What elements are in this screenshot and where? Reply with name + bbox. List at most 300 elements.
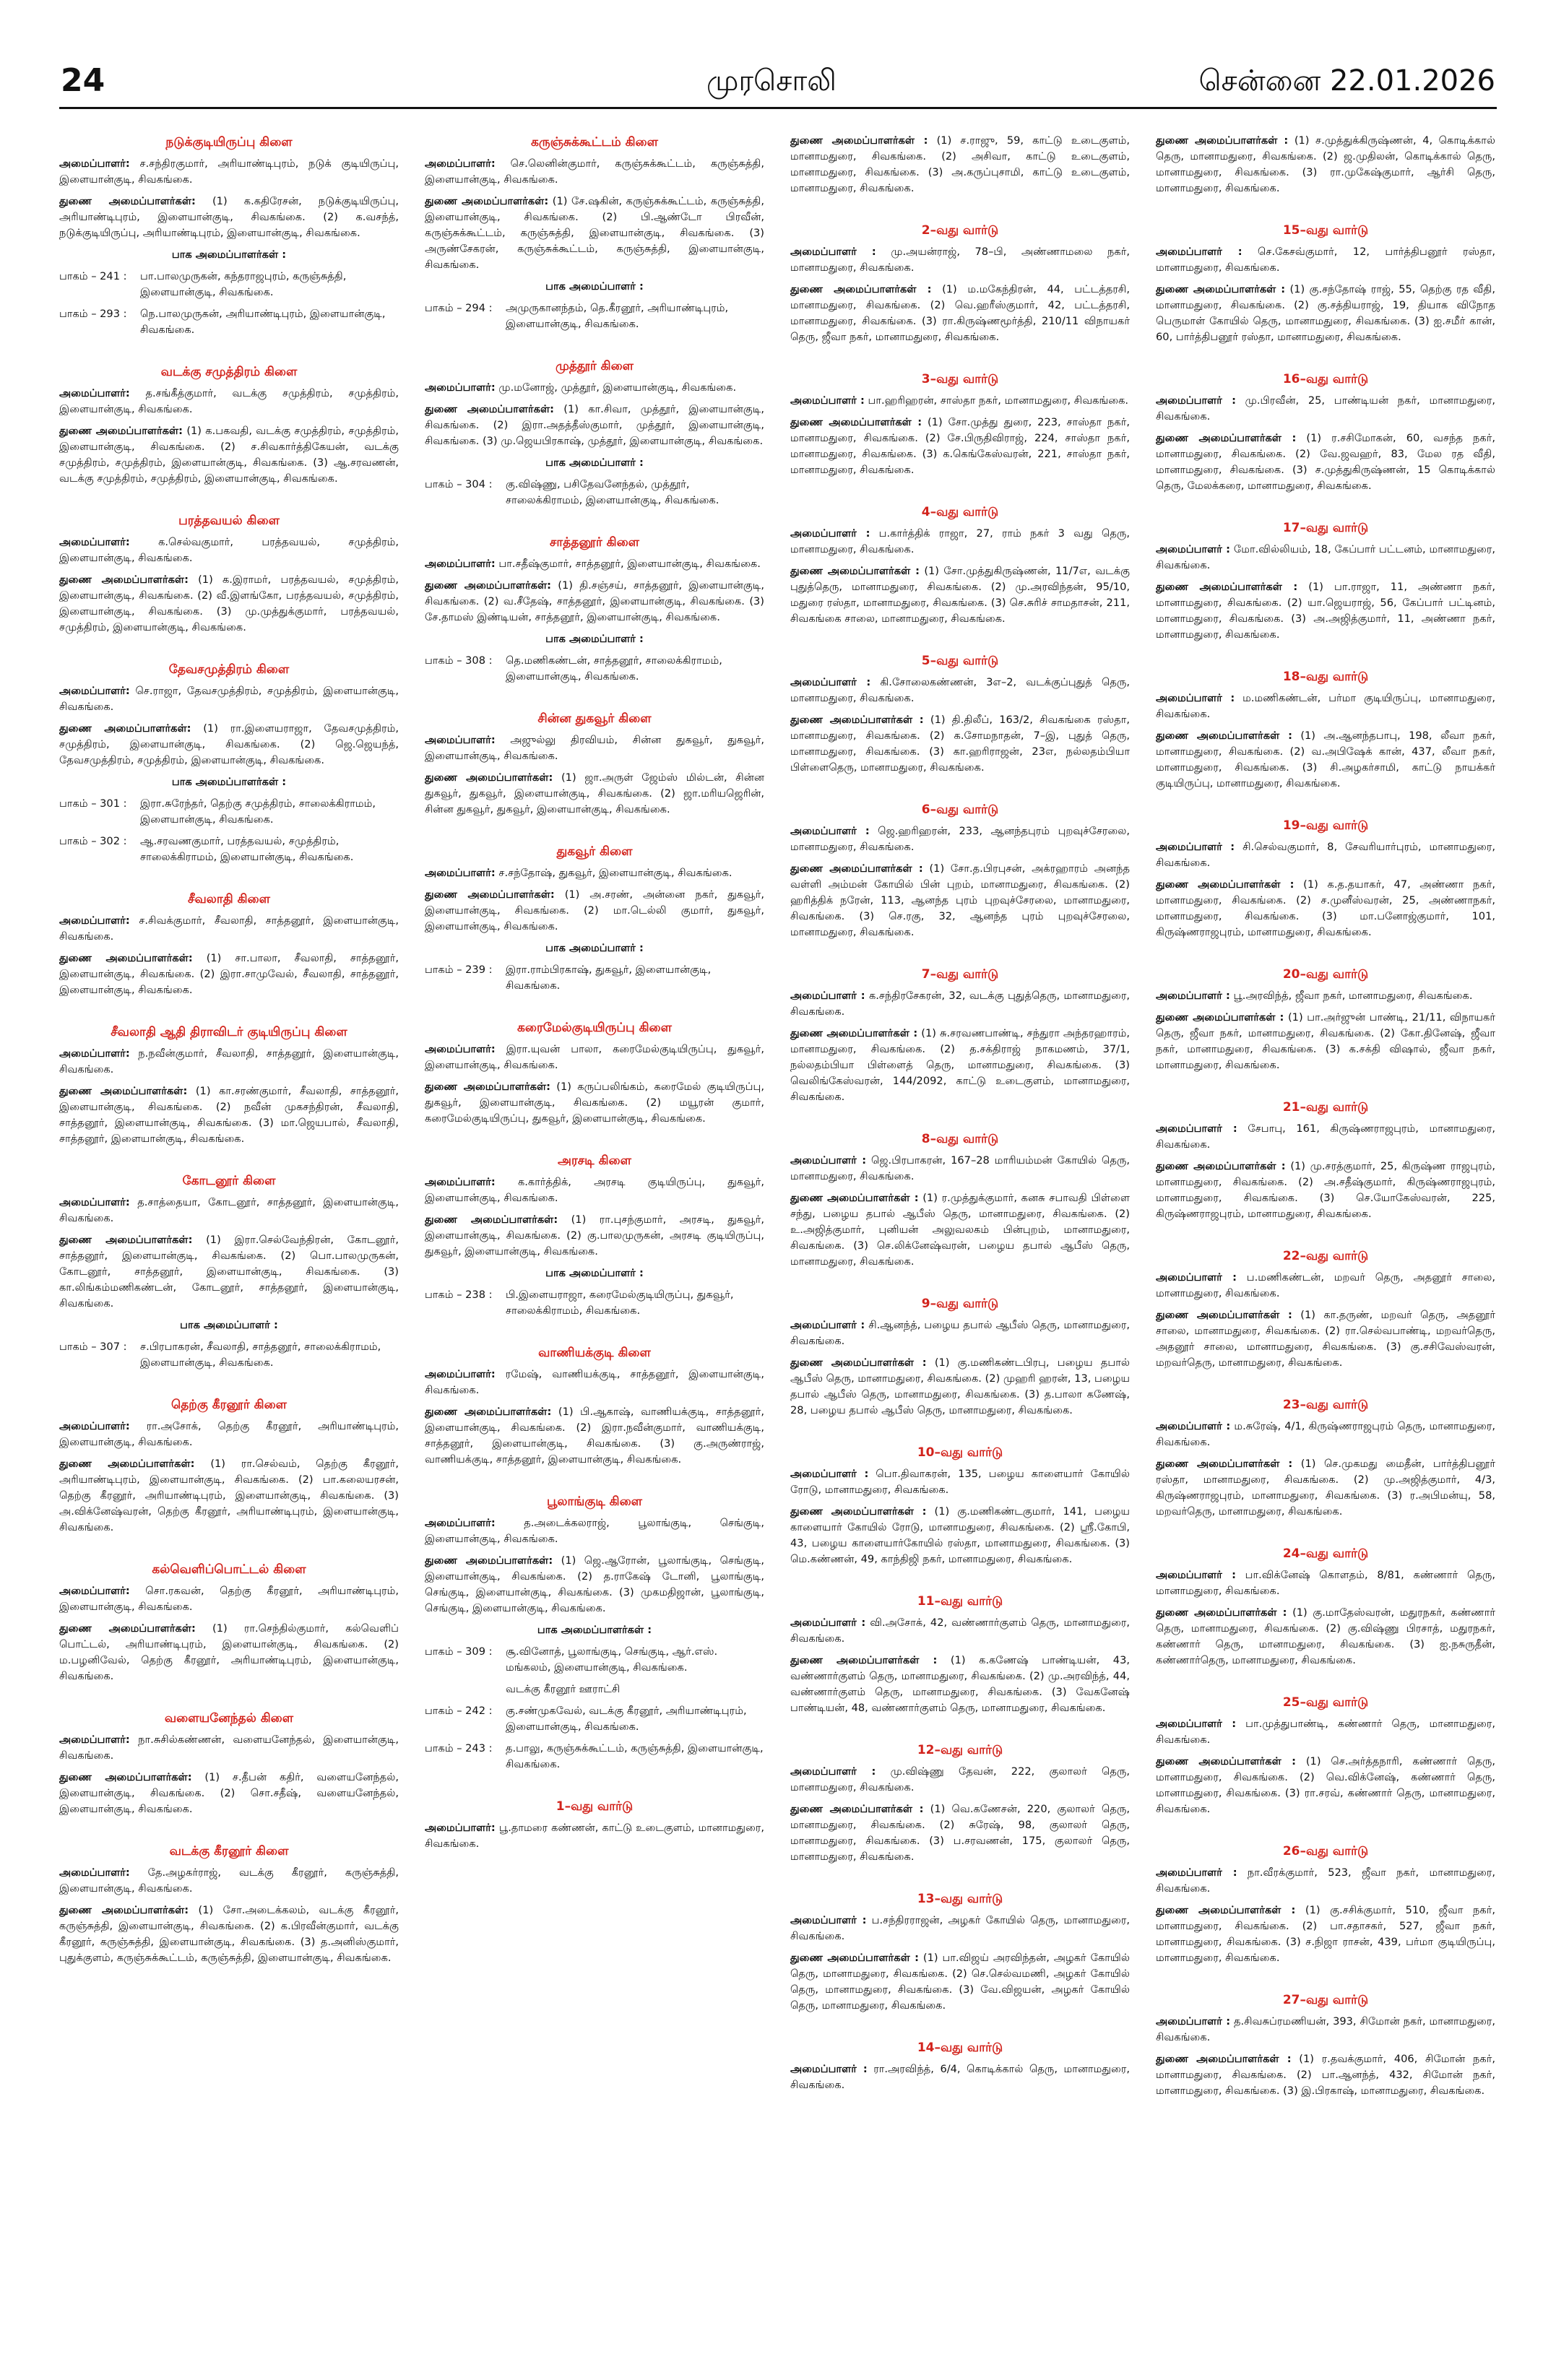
unit-section bbox=[59, 363, 399, 487]
role-names: (1) பா.ராஜா, 11, அண்ணா நகர், மானாமதுரை, சிவகங்கை. (2) யா.ஜெயராஜ், 56, கேப்பார் பட்டினம், மானாமதுரை, சிவகங்கை. (3) அ.அஜித்குமார், 11, அண்ணா நகர், மானாமதுரை, சிவகங்கை. bbox=[1156, 581, 1495, 641]
booth-row bbox=[425, 653, 764, 685]
role-label: துணை அமைப்பாளர்கள் : bbox=[790, 134, 928, 147]
section-heading: அரசடி கிளை bbox=[558, 1154, 631, 1168]
unit-section bbox=[425, 1492, 764, 1773]
booth-heading: பாக அமைப்பாளர்கள் : bbox=[537, 1624, 652, 1636]
role-label: துணை அமைப்பாளர்கள் : bbox=[790, 1803, 924, 1815]
role-names: (1) ச.முத்துக்கிருஷ்ணன், 4, கொடிக்கால் தெரு, மானாமதுரை, சிவகங்கை. (2) ஜ.முதிலன், கொடிக்கால் தெரு, மானாமதுரை, சிவகங்கை. (3) ரா.முகேஷ்குமார், ஆர்சி தெரு, மானாமதுரை, சிவகங்கை. bbox=[1156, 134, 1495, 194]
booth-person: கு.சண்முகவேல், வடக்கு கீரனூர், அரியாண்டிபுரம், இளையான்குடி, சிவகங்கை. bbox=[506, 1705, 747, 1733]
unit-section bbox=[425, 357, 764, 509]
role-label: அமைப்பாளர்: bbox=[59, 157, 130, 170]
role-entry bbox=[1156, 1456, 1495, 1520]
booth-person: இரா.சுரேந்தர், தெற்கு சமுத்திரம், சாலைக்கிராமம், இளையான்குடி, சிவகங்கை. bbox=[140, 797, 376, 826]
role-names: (1) க.கணேஷ் பாண்டியன், 43, வண்ணார்குளம் தெரு, மானாமதுரை, சிவகங்கை. (2) மு.அரவிந்த், 44, வண்ணார்குளம் தெரு, மானாமதுரை, சிவகங்கை. (3) வேகனேஷ் பாண்டியன், 48, வண்ணார்குளம் தெரு, மானாமதுரை, சிவகங்கை. bbox=[790, 1654, 1130, 1714]
role-names: (1) அ.சரண், அன்னை நகர், துகவூர், இளையான்குடி, சிவகங்கை. (2) மா.டெல்லி குமார், துகவூர், இளையான்குடி, சிவகங்கை. bbox=[425, 888, 764, 932]
role-label: துணை அமைப்பாளர்கள்: bbox=[425, 1554, 553, 1567]
section-heading: வாணியக்குடி கிளை bbox=[538, 1346, 651, 1360]
role-entry bbox=[425, 1079, 764, 1127]
role-names: (1) பா.விஜய் அரவிந்தன், அழகர் கோயில் தெரு, மானாமதுரை, சிவகங்கை. (2) செ.செல்வமணி, அழகர் கோயில் தெரு, மானாமதுரை, சிவகங்கை. (3) வே.விஜயன், அழகர் கோயில் தெரு, மானாமதுரை, சிவகங்கை. bbox=[790, 1952, 1130, 2012]
role-label: அமைப்பாளர் : bbox=[790, 1765, 876, 1778]
booth-heading: பாக அமைப்பாளர் : bbox=[545, 1267, 644, 1279]
section-heading: 20–வது வார்டு bbox=[1282, 967, 1369, 982]
role-names: கி.சோலைகண்ணன், 3எ–2, வடக்குப்புதுத் தெரு, மானாமதுரை, சிவகங்கை. bbox=[790, 676, 1130, 704]
role-names: (1) கா.சரண்குமார், சீவலாதி, சாத்தனூர், இளையான்குடி, சிவகங்கை. (2) நவீன் முகசந்திரன், சீவலாதி, சாத்தனூர், இளையான்குடி, சிவகங்கை. (3) மா.ஜெயபால், சீவலாதி, சாத்தனூர், இளையான்குடி, சிவகங்கை. bbox=[59, 1085, 399, 1145]
role-entry bbox=[425, 578, 764, 626]
booth-person: அமுருகானந்தம், தெ.கீரனூர், அரியாண்டிபுரம், இளையான்குடி, சிவகங்கை. bbox=[506, 302, 729, 330]
role-entry bbox=[1156, 1716, 1495, 1748]
section-heading: வடக்கு கீரனூர் கிளை bbox=[169, 1844, 289, 1858]
role-label: துணை அமைப்பாளர்கள்: bbox=[59, 425, 183, 437]
booth-row bbox=[59, 834, 399, 865]
unit-section bbox=[790, 221, 1130, 345]
role-entry bbox=[59, 572, 399, 636]
booth-number: பாகம் – 308 : bbox=[425, 654, 493, 667]
role-names: சேபாபு, 161, கிருஷ்ணராஜபுரம், மானாமதுரை, சிவகங்கை. bbox=[1156, 1122, 1495, 1151]
role-label: துணை அமைப்பாளர்கள் : bbox=[790, 1654, 938, 1666]
role-label: அமைப்பாளர்: bbox=[59, 914, 130, 927]
role-label: அமைப்பாளர்: bbox=[425, 1043, 496, 1055]
section-heading: கோடனூர் கிளை bbox=[182, 1174, 276, 1188]
role-label: அமைப்பாளர் : bbox=[1156, 2015, 1231, 2028]
unit-section bbox=[790, 2038, 1130, 2093]
role-names: சி.செல்வகுமார், 8, சேவரியார்புரம், மானாமதுரை, சிவகங்கை. bbox=[1156, 841, 1495, 869]
role-names: பூ.அரவிந்த், ஜீவா நகர், மானாமதுரை, சிவகங்கை. bbox=[1233, 990, 1473, 1002]
role-entry bbox=[790, 1504, 1130, 1567]
role-entry bbox=[790, 526, 1130, 558]
role-entry bbox=[1156, 430, 1495, 494]
unit-section bbox=[790, 1443, 1130, 1567]
unit-section bbox=[425, 842, 764, 994]
role-label: அமைப்பாளர் : bbox=[1156, 692, 1235, 704]
role-entry bbox=[1156, 1270, 1495, 1302]
section-heading: 2–வது வார்டு bbox=[921, 223, 999, 238]
unit-section bbox=[425, 1343, 764, 1468]
unit-section bbox=[1156, 816, 1495, 940]
unit-section bbox=[1156, 370, 1495, 494]
section-heading: நடுக்குடியிருப்பு கிளை bbox=[165, 135, 293, 150]
role-entry bbox=[59, 683, 399, 715]
role-label: துணை அமைப்பாளர்கள்: bbox=[425, 1081, 551, 1093]
section-heading: 13–வது வார்டு bbox=[917, 1892, 1003, 1906]
role-entry bbox=[59, 156, 399, 188]
section-heading: பூலாங்குடி கிளை bbox=[546, 1494, 643, 1509]
role-label: அமைப்பாளர் : bbox=[790, 1914, 867, 1926]
section-heading: 18–வது வார்டு bbox=[1282, 670, 1369, 684]
role-label: அமைப்பாளர் : bbox=[790, 1319, 865, 1331]
role-entry bbox=[1156, 542, 1495, 574]
role-label: அமைப்பாளர் : bbox=[1156, 394, 1236, 407]
unit-section bbox=[425, 1151, 764, 1319]
role-label: துணை அமைப்பாளர்கள் : bbox=[1156, 878, 1295, 891]
section-heading: வளையனேந்தல் கிளை bbox=[164, 1711, 294, 1726]
role-entry bbox=[790, 1801, 1130, 1865]
role-label: துணை அமைப்பாளர்கள்: bbox=[59, 1622, 196, 1635]
unit-section bbox=[1156, 1991, 1495, 2099]
role-label: துணை அமைப்பாளர்கள்: bbox=[425, 1213, 558, 1226]
booth-number: பாகம் – 302 : bbox=[59, 835, 127, 847]
role-names: (1) மு.சரத்குமார், 25, கிருஷ்ண ராஜபுரம், மானாமதுரை, சிவகங்கை. (2) அ.சதீஷ்குமார், கிருஷ்ணராஜபுரம், மானாமதுரை, சிவகங்கை. (3) செ.யோகேஸ்வரன், 225, கிருஷ்ணராஜபுரம், மானாமதுரை, சிவகங்கை. bbox=[1156, 1160, 1495, 1220]
role-entry bbox=[425, 1212, 764, 1260]
role-entry bbox=[790, 988, 1130, 1020]
role-label: அமைப்பாளர்: bbox=[425, 1368, 496, 1380]
section-heading: 9–வது வார்டு bbox=[921, 1297, 999, 1311]
role-names: ச.சந்திரகுமார், அரியாண்டிபுரம், நடுக் குடியிருப்பு, இளையான்குடி, சிவகங்கை. bbox=[59, 157, 399, 186]
role-names: இரா.யுவன் பாலா, கரைமேல்குடியிருப்பு, துகவூர், இளையான்குடி, சிவகங்கை. bbox=[425, 1043, 764, 1071]
role-entry bbox=[425, 1515, 764, 1547]
booth-person: பி.இளையராஜா, கரைமேல்குடியிருப்பு, துகவூர், சாலைக்கிராமம், சிவகங்கை. bbox=[506, 1289, 734, 1317]
role-label: அமைப்பாளர் : bbox=[1156, 1866, 1237, 1879]
section-heading: தெற்கு கீரனூர் கிளை bbox=[170, 1398, 288, 1412]
unit-section bbox=[425, 709, 764, 818]
role-label: துணை அமைப்பாளர்கள் : bbox=[1156, 1755, 1296, 1767]
role-names: (1) செ.முகமது மைதீன், பார்த்திபனூர் ரஸ்தா, மானாமதுரை, சிவகங்கை. (2) மு.அஜித்குமார், 4/3, கிருஷ்ணராஜபுரம், மானாமதுரை, சிவகங்கை. (3) ர.அபிமன்யு, 58, மறவர்தெரு, மானாமதுரை, சிவகங்கை. bbox=[1156, 1458, 1495, 1518]
unit-section bbox=[425, 533, 764, 685]
booth-person: ச.பிரபாகரன், சீவலாதி, சாத்தனூர், சாலைக்கிராமம், இளையான்குடி, சிவகங்கை. bbox=[140, 1341, 381, 1369]
role-label: அமைப்பாளர்: bbox=[425, 1517, 496, 1529]
unit-section bbox=[59, 660, 399, 865]
role-entry bbox=[790, 1153, 1130, 1185]
unit-section bbox=[1156, 667, 1495, 792]
role-names: சொ.ரகவன், தெற்கு கீரனூர், அரியாண்டிபுரம், இளையான்குடி, சிவகங்கை. bbox=[59, 1585, 399, 1613]
role-label: துணை அமைப்பாளர்கள் : bbox=[1156, 1309, 1292, 1321]
role-entry bbox=[790, 1950, 1130, 2014]
text-column bbox=[425, 133, 764, 2358]
unit-section bbox=[1156, 221, 1495, 345]
role-names: (1) ச.ராஜு, 59, காட்டு உடைகுளம், மானாமதுரை, சிவகங்கை. (2) அசிவா, காட்டு உடைகுளம், மானாமதுரை, சிவகங்கை. (3) அ.கருப்புசாமி, காட்டு உடைகுளம், மானாமதுரை, சிவகங்கை. bbox=[790, 134, 1130, 194]
unit-section bbox=[790, 503, 1130, 627]
role-label: துணை அமைப்பாளர்கள் : bbox=[1156, 730, 1292, 742]
booth-row bbox=[59, 1339, 399, 1371]
role-entry bbox=[425, 1553, 764, 1617]
role-label: துணை அமைப்பாளர்கள்: bbox=[59, 195, 196, 207]
role-names: த.சிவசுப்ரமணியன், 393, சிமோன் நகர், மானாமதுரை, சிவகங்கை. bbox=[1156, 2015, 1495, 2043]
booth-row bbox=[425, 1287, 764, 1319]
role-entry bbox=[1156, 1754, 1495, 1817]
role-names: அஜுல்லு திரவியம், சின்ன துகவூர், துகவூர், இளையான்குடி, சிவகங்கை. bbox=[425, 734, 764, 762]
section-heading: 17–வது வார்டு bbox=[1282, 521, 1369, 535]
role-entry bbox=[425, 194, 764, 273]
booth-heading: பாக அமைப்பாளர்கள் : bbox=[171, 776, 287, 788]
role-names: மு.விஷ்ணு தேவன், 222, குலாலர் தெரு, மானாமதுரை, சிவகங்கை. bbox=[790, 1765, 1130, 1793]
section-heading: 23–வது வார்டு bbox=[1282, 1398, 1369, 1412]
role-entry bbox=[1156, 393, 1495, 425]
role-label: துணை அமைப்பாளர்கள் : bbox=[790, 1952, 919, 1964]
role-label: துணை அமைப்பாளர்கள்: bbox=[425, 403, 554, 415]
role-label: துணை அமைப்பாளர்கள்: bbox=[59, 1458, 195, 1470]
unit-section bbox=[790, 800, 1130, 940]
role-names: (1) கு.சசிக்குமார், 510, ஜீவா நகர், மானாமதுரை, சிவகங்கை. (2) பா.சதாசகர், 527, ஜீவா நகர், மானாமதுரை, சிவகங்கை. (3) ச.நிஜா ராசன், 439, பர்மா குடியிருப்பு, மானாமதுரை, சிவகங்கை. bbox=[1156, 1904, 1495, 1964]
section-heading: 22–வது வார்டு bbox=[1282, 1249, 1369, 1263]
role-entry bbox=[59, 1865, 399, 1897]
role-label: துணை அமைப்பாளர்கள்: bbox=[425, 888, 555, 901]
section-heading: 11–வது வார்டு bbox=[917, 1594, 1003, 1609]
unit-section bbox=[790, 1592, 1130, 1716]
role-label: துணை அமைப்பாளர்கள் : bbox=[790, 565, 920, 577]
role-label: துணை அமைப்பாளர்கள் : bbox=[790, 1356, 927, 1369]
role-label: அமைப்பாளர் : bbox=[1156, 990, 1230, 1002]
role-entry bbox=[59, 721, 399, 769]
role-names: சி.ஆனந்த், பழைய தபால் ஆபீஸ் தெரு, மானாமதுரை, சிவகங்கை. bbox=[790, 1319, 1130, 1347]
role-label: அமைப்பாளர் : bbox=[1156, 1420, 1231, 1432]
booth-person: சூ.வினோத், பூலாங்குடி, செங்குடி, ஆர்.எஸ். மங்கலம், இளையான்குடி, சிவகங்கை. bbox=[506, 1645, 718, 1674]
role-names: நா.வீரக்குமார், 523, ஜீவா நகர், மானாமதுரை, சிவகங்கை. bbox=[1156, 1866, 1495, 1895]
role-names: மு.அயன்ராஜ், 78–பி, அண்ணாமலை நகர், மானாமதுரை, சிவகங்கை. bbox=[790, 246, 1130, 274]
article-columns bbox=[59, 133, 1497, 2358]
unit-section bbox=[1156, 1544, 1495, 1669]
role-entry bbox=[790, 1764, 1130, 1796]
role-names: ச.சந்தோஷ், துகவூர், இளையான்குடி, சிவகங்கை. bbox=[498, 867, 732, 879]
unit-section bbox=[790, 1130, 1130, 1270]
role-names: (1) செ.அர்த்தநாரி, கண்ணார் தெரு, மானாமதுரை, சிவகங்கை. (2) வெ.விக்னேஷ், கண்ணார் தெரு, மானாமதுரை, சிவகங்கை. (3) ரா.சரவ், கண்ணார் தெரு, மானாமதுரை, சிவகங்கை. bbox=[1156, 1755, 1495, 1815]
role-names: நா.சுசில்கண்ணன், வளையனேந்தல், இளையான்குடி, சிவகங்கை. bbox=[59, 1734, 399, 1762]
role-entry bbox=[790, 415, 1130, 478]
role-entry bbox=[1156, 1903, 1495, 1966]
role-entry bbox=[790, 1317, 1130, 1349]
role-names: (1) க.கதிரேசன், நடுக்குடியிருப்பு, அரியாண்டிபுரம், இளையான்குடி, சிவகங்கை. (2) க.வசந்த், நடுக்குடியிருப்பு, அரியாண்டிபுரம், இளையான்குடி, சிவகங்கை. bbox=[59, 195, 399, 239]
booth-person: பா.பாலமுருகன், கந்தராஜபுரம், கருஞ்சுத்தி, இளையான்குடி, சிவகங்கை. bbox=[140, 270, 347, 298]
role-names: (1) கா.சிவா, முத்தூர், இளையான்குடி, சிவகங்கை. (2) இரா.அதத்தீஸ்குமார், முத்தூர், இளையான்குடி, சிவகங்கை. (3) மு.ஜெயபிரகாஷ், முத்தூர், இளையான்குடி, சிவகங்கை. bbox=[425, 403, 764, 447]
section-heading: 27–வது வார்டு bbox=[1282, 1993, 1369, 2007]
booth-number: பாகம் – 239 : bbox=[425, 964, 493, 976]
unit-section bbox=[1156, 965, 1495, 1073]
role-names: செ.ராஜா, தேவசமுத்திரம், சமுத்திரம், இளையான்குடி, சிவகங்கை. bbox=[59, 685, 399, 713]
unit-section bbox=[1156, 1842, 1495, 1966]
unit-section bbox=[1156, 1395, 1495, 1520]
role-label: துணை அமைப்பாளர்கள் : bbox=[1156, 1011, 1284, 1024]
role-entry bbox=[790, 244, 1130, 276]
section-heading: பரத்தவயல் கிளை bbox=[178, 514, 280, 528]
role-names: செ.கேசவ்குமார், 12, பார்த்திபனூர் ரஸ்தா, மானாமதுரை, சிவகங்கை. bbox=[1156, 246, 1495, 274]
role-names: பா.சதீஷ்குமார், சாத்தனூர், இளையான்குடி, சிவகங்கை. bbox=[498, 558, 761, 570]
role-names: (1) ர.சசிமோகன், 60, வசந்த நகர், மானாமதுரை, சிவகங்கை. (2) வே.ஜவஹர், 83, மேல ரத வீதி, மானாமதுரை, சிவகங்கை. (3) ச.முத்துகிருஷ்ணன், 15 கொடிக்கால் தெரு, மேலக்கரை, மானாமதுரை, சிவகங்கை. bbox=[1156, 432, 1495, 492]
role-entry bbox=[790, 393, 1130, 409]
section-heading: 24–வது வார்டு bbox=[1282, 1546, 1369, 1561]
section-heading: சீவலாதி கிளை bbox=[188, 892, 270, 906]
unit-section bbox=[59, 1023, 399, 1147]
role-entry bbox=[1156, 1121, 1495, 1153]
booth-heading: பாக அமைப்பாளர் : bbox=[180, 1319, 278, 1331]
section-heading: 26–வது வார்டு bbox=[1282, 1844, 1369, 1858]
role-names: (1) சோ.அடைக்கலம், வடக்கு கீரனூர், கருஞ்சுத்தி, இளையான்குடி, சிவகங்கை. (2) க.பிரவீன்குமார், வடக்கு கீரனூர், கருஞ்சுத்தி, இளையான்குடி, சிவகங்கை. (3) த.அனிஸ்குமார், புதுக்குளம், கருஞ்சுக்கூட்டம், கருஞ்சுத்தி, இளையான்குடி, சிவகங்கை. bbox=[59, 1904, 399, 1964]
role-label: துணை அமைப்பாளர்கள்: bbox=[425, 579, 551, 592]
booth-row bbox=[425, 1682, 764, 1697]
booth-number: பாகம் – 304 : bbox=[425, 478, 493, 490]
booth-number: பாகம் – 309 : bbox=[425, 1645, 493, 1658]
role-names: (1) க.இராமர், பரத்தவயல், சமுத்திரம், இளையான்குடி, சிவகங்கை. (2) வீ.இளங்கோ, பரத்தவயல், சமுத்திரம், இளையான்குடி, சிவகங்கை. (3) மு.முத்துக்குமார், பரத்தவயல், சமுத்திரம், இளையான்குடி, சிவகங்கை. bbox=[59, 574, 399, 633]
booth-heading: பாக அமைப்பாளர் : bbox=[545, 456, 644, 469]
role-names: (1) ரா.செந்தில்குமார், கல்வெளிப் பொட்டல், அரியாண்டிபுரம், இளையான்குடி, சிவகங்கை. (2) ம.பழனிவேல், தெற்கு கீரனூர், அரியாண்டிபுரம், இளையான்குடி, சிவகங்கை. bbox=[59, 1622, 399, 1682]
role-entry bbox=[425, 402, 764, 449]
role-names: பா.முத்துபாண்டி, கண்ணார் தெரு, மானாமதுரை, சிவகங்கை. bbox=[1156, 1718, 1495, 1746]
masthead bbox=[0, 0, 1543, 108]
role-label: துணை அமைப்பாளர்கள்: bbox=[425, 195, 549, 207]
unit-section bbox=[1156, 133, 1495, 196]
role-label: துணை அமைப்பாளர்கள் : bbox=[790, 1505, 927, 1518]
booth-row bbox=[425, 477, 764, 509]
role-names: வி.அசோக், 42, வண்ணார்குளம் தெரு, மானாமதுரை, சிவகங்கை. bbox=[790, 1617, 1130, 1645]
section-heading: துகவூர் கிளை bbox=[556, 844, 633, 859]
role-names: மோ.வில்லியம், 18, கேப்பார் பட்டனம், மானாமதுரை, சிவகங்கை. bbox=[1156, 543, 1495, 571]
role-names: பா.விக்னேஷ் கொளதம், 8/81, கண்ணார் தெரு, மானாமதுரை, சிவகங்கை. bbox=[1156, 1569, 1495, 1597]
role-names: ரா.அரவிந்த், 6/4, கொடிக்கால் தெரு, மானாமதுரை, சிவகங்கை. bbox=[790, 2063, 1130, 2091]
section-heading: 10–வது வார்டு bbox=[917, 1445, 1003, 1460]
role-label: அமைப்பாளர் : bbox=[790, 246, 876, 258]
unit-section bbox=[790, 1294, 1130, 1419]
section-heading: சீவலாதி ஆதி திராவிடர் குடியிருப்பு கிளை bbox=[111, 1025, 347, 1039]
role-label: அமைப்பாளர் : bbox=[1156, 841, 1235, 853]
booth-person: தெ.மணிகண்டன், சாத்தனூர், சாலைக்கிராமம், இளையான்குடி, சிவகங்கை. bbox=[506, 654, 722, 683]
booth-person: நெ.பாலமுருகன், அரியாண்டிபுரம், இளையான்குடி, சிவகங்கை. bbox=[140, 308, 386, 336]
role-names: ந.நவீன்குமார், சீவலாதி, சாத்தனூர், இளையான்குடி, சிவகங்கை. bbox=[59, 1047, 399, 1076]
role-entry bbox=[1156, 1159, 1495, 1222]
role-label: அமைப்பாளர்: bbox=[59, 387, 130, 399]
section-heading: கல்வெளிப்பொட்டல் கிளை bbox=[152, 1562, 306, 1577]
role-entry bbox=[1156, 1567, 1495, 1599]
role-names: பூ.தாமரை கண்ணன், காட்டு உடைகுளம், மானாமதுரை, சிவகங்கை. bbox=[425, 1822, 764, 1850]
page-number: 24 bbox=[61, 62, 105, 99]
role-entry bbox=[1156, 1307, 1495, 1371]
role-names: (1) ஜா.அருள் ஜேம்ஸ் மில்டன், சின்ன துகவூர், துகவூர், இளையான்குடி, சிவகங்கை. (2) ஜா.மரியஜெரின், சின்ன துகவூர், துகவூர், இளையான்குடி, சிவகங்கை. bbox=[425, 771, 764, 815]
booth-person: த.பாலு, கருஞ்சுக்கூட்டம், கருஞ்சுத்தி, இளையான்குடி, சிவகங்கை. bbox=[506, 1742, 764, 1770]
role-entry bbox=[1156, 728, 1495, 792]
booth-person: கு.விஷ்ணு, பசிதேவனேந்தல், முத்தூர், சாலைக்கிராமம், இளையான்குடி, சிவகங்கை. bbox=[506, 478, 719, 506]
booth-row bbox=[425, 1644, 764, 1676]
role-entry bbox=[425, 556, 764, 572]
role-names: ஜெ.பிரபாகரன், 167–28 மாரியம்மன் கோயில் தெரு, மானாமதுரை, சிவகங்கை. bbox=[790, 1154, 1130, 1182]
role-label: அமைப்பாளர்: bbox=[425, 558, 496, 570]
role-label: அமைப்பாளர் : bbox=[1156, 246, 1242, 258]
booth-person: இரா.ராம்பிரகாஷ், துகவூர், இளையான்குடி, சிவகங்கை. bbox=[506, 964, 712, 992]
role-label: அமைப்பாளர் : bbox=[790, 2063, 868, 2075]
role-names: க.சந்திரசேகரன், 32, வடக்கு புதுத்தெரு, மானாமதுரை, சிவகங்கை. bbox=[790, 990, 1130, 1018]
role-entry bbox=[790, 1355, 1130, 1419]
role-entry bbox=[790, 282, 1130, 345]
booth-row bbox=[59, 796, 399, 828]
role-names: (1) க.த.தயாகர், 47, அண்ணா நகர், மானாமதுரை, சிவகங்கை. (2) ச.முனீஸ்வரன், 25, அண்ணாநகர், மானாமதுரை, சிவகங்கை. (3) மா.பனோஜ்குமார், 101, கிருஷ்ணராஜபுரம், மானாமதுரை, சிவகங்கை. bbox=[1156, 878, 1495, 938]
role-entry bbox=[59, 1456, 399, 1536]
role-entry bbox=[59, 386, 399, 417]
booth-heading: பாக அமைப்பாளர் : bbox=[545, 633, 644, 645]
role-names: (1) தி.சஞ்சய், சாத்தனூர், இளையான்குடி, சிவகங்கை. (2) வ.சீதேஷ், சாத்தனூர், இளையான்குடி, சிவகங்கை. (3) சே.தாமஸ் இண்டியன், சாத்தனூர், இளையான்குடி, சிவகங்கை. bbox=[425, 579, 764, 623]
role-label: துணை அமைப்பாளர்கள் : bbox=[790, 1027, 918, 1039]
role-label: அமைப்பாளர்: bbox=[59, 1866, 130, 1879]
role-entry bbox=[790, 712, 1130, 776]
role-entry bbox=[59, 194, 399, 241]
role-entry bbox=[425, 1042, 764, 1073]
role-label: துணை அமைப்பாளர்கள் : bbox=[790, 416, 922, 428]
role-entry bbox=[790, 133, 1130, 196]
role-entry bbox=[425, 1174, 764, 1206]
section-heading: சாத்தனூர் கிளை bbox=[549, 535, 640, 550]
section-heading: முத்தூர் கிளை bbox=[555, 359, 634, 373]
section-heading: 4–வது வார்டு bbox=[921, 505, 999, 519]
role-label: துணை அமைப்பாளர்கள்: bbox=[59, 1771, 192, 1783]
role-names: (1) கருப்பலிங்கம், கரைமேல் குடியிருப்பு, துகவூர், இளையான்குடி, சிவகங்கை. (2) மயூரன் குமார், கரைமேல்குடியிருப்பு, துகவூர், இளையான்குடி, சிவகங்கை. bbox=[425, 1081, 764, 1125]
role-names: (1) கு.மணிகண்டபிரபு, பழைய தபால் ஆபீஸ் தெரு, மானாமதுரை, சிவகங்கை. (2) முஹரி ஹரன், 13, பழைய தபால் ஆபீஸ் தெரு, மானாமதுரை, சிவகங்கை. (3) த.பாலா கணேஷ், 28, பழைய தபால் ஆபீஸ் தெரு, மானாமதுரை, சிவகங்கை. bbox=[790, 1356, 1130, 1416]
role-label: அமைப்பாளர்: bbox=[59, 1047, 130, 1060]
text-column bbox=[59, 133, 399, 2358]
unit-section bbox=[790, 370, 1130, 478]
role-entry bbox=[790, 675, 1130, 706]
role-label: அமைப்பாளர் : bbox=[790, 394, 865, 407]
section-heading: 6–வது வார்டு bbox=[921, 802, 999, 817]
role-label: அமைப்பாளர் : bbox=[1156, 1718, 1237, 1730]
role-label: அமைப்பாளர்: bbox=[59, 1196, 130, 1208]
role-entry bbox=[1156, 2014, 1495, 2046]
section-heading: 15–வது வார்டு bbox=[1282, 223, 1369, 238]
role-names: (1) சோ.த.பிரபுசன், அக்ரஹாரம் அனந்த வள்ளி அம்மன் கோயில் பின் புறம், மானாமதுரை, சிவகங்கை. (2) ஹரித்திக் நரேன், 113, ஆனந்த புரம் புறவுச்சேரலை, மானாமதுரை, சிவகங்கை. (3) செ.ரகு, 32, ஆனந்த புரம் புறவுச்சேரலை, மானாமதுரை, சிவகங்கை. bbox=[790, 862, 1130, 938]
role-names: (1) ம.மகேந்திரன், 44, பட்டத்தரசி, மானாமதுரை, சிவகங்கை. (2) வெ.ஹரீஸ்குமார், 42, பட்டத்தரசி, மானாமதுரை, சிவகங்கை. (3) ரா.கிருஷ்ணமூர்த்தி, 210/11 விநாயகர் தெரு, ஜீவா நகர், மானாமதுரை, சிவகங்கை. bbox=[790, 283, 1130, 343]
unit-section bbox=[59, 1842, 399, 1966]
role-entry bbox=[1156, 988, 1495, 1004]
role-names: பா.ஹரிஹரன், சாஸ்தா நகர், மானாமதுரை, சிவகங்கை. bbox=[868, 394, 1129, 407]
masthead-rule bbox=[59, 107, 1497, 109]
role-entry bbox=[790, 861, 1130, 940]
role-entry bbox=[425, 770, 764, 818]
unit-section bbox=[1156, 1693, 1495, 1817]
role-entry bbox=[790, 1913, 1130, 1944]
role-label: துணை அமைப்பாளர்கள்: bbox=[59, 1085, 188, 1097]
role-label: அமைப்பாளர் : bbox=[790, 1154, 867, 1167]
booth-heading: பாக அமைப்பாளர் : bbox=[545, 280, 644, 293]
role-label: துணை அமைப்பாளர்கள்: bbox=[59, 574, 189, 586]
role-entry bbox=[59, 1419, 399, 1450]
role-entry bbox=[59, 951, 399, 998]
booth-number: பாகம் – 293 : bbox=[59, 308, 127, 320]
role-label: துணை அமைப்பாளர்கள் : bbox=[1156, 432, 1297, 444]
role-entry bbox=[1156, 691, 1495, 722]
role-label: அமைப்பாளர்: bbox=[425, 867, 496, 879]
role-entry bbox=[1156, 244, 1495, 276]
role-names: (1) சே.ஷகின், கருஞ்சுக்கூட்டம், கருஞ்சுத்தி, இளையான்குடி, சிவகங்கை. (2) பி.ஆண்டோ பிரவீன், கருஞ்சுக்கூட்டம், கருஞ்சுத்தி, இளையான்குடி, சிவகங்கை. (3) அருண்சேகரன், கருஞ்சுக்கூட்டம், கருஞ்சுத்தி, இளையான்குடி, சிவகங்கை. bbox=[425, 195, 764, 271]
role-entry bbox=[425, 887, 764, 935]
text-column bbox=[1156, 133, 1495, 2358]
role-label: அமைப்பாளர் : bbox=[790, 676, 871, 688]
unit-section bbox=[790, 1890, 1130, 2014]
role-names: தே.அழகர்ராஜ், வடக்கு கீரனூர், கருஞ்சுத்தி, இளையான்குடி, சிவகங்கை. bbox=[59, 1866, 399, 1895]
role-entry bbox=[1156, 1605, 1495, 1669]
role-entry bbox=[59, 1732, 399, 1764]
role-label: அமைப்பாளர் : bbox=[790, 1617, 866, 1629]
role-entry bbox=[59, 535, 399, 566]
unit-section bbox=[1156, 1247, 1495, 1371]
role-label: துணை அமைப்பாளர்கள்: bbox=[59, 1234, 193, 1246]
role-names: (1) க.பகவதி, வடக்கு சமுத்திரம், சமுத்திரம், இளையான்குடி, சிவகங்கை. (2) ச.சிவகார்த்திகேயன், வடக்கு சமுத்திரம், சமுத்திரம், இளையான்குடி, சிவகங்கை. (3) ஆ.சரவணன், வடக்கு சமுத்திரம், சமுத்திரம், இளையான்குடி, சிவகங்கை. bbox=[59, 425, 399, 485]
role-entry bbox=[59, 1195, 399, 1226]
booth-row bbox=[425, 300, 764, 332]
role-names: (1) சு.சரவணபாண்டி, சந்துரா அந்தரஹாரம், மானாமதுரை, சிவகங்கை. (2) த.சக்திராஜ் நாகமணம், 37/1, நல்லதம்பியா பிள்ளைத் தெரு, மானாமதுரை, சிவகங்கை. (3) வெலிங்கேஸ்வரன், 144/2092, காட்டு உடைகுளம், மானாமதுரை, சிவகங்கை. bbox=[790, 1027, 1130, 1103]
role-label: துணை அமைப்பாளர்கள் : bbox=[790, 283, 932, 295]
role-entry bbox=[1156, 2051, 1495, 2099]
role-entry bbox=[1156, 839, 1495, 871]
booth-number: பாகம் – 238 : bbox=[425, 1289, 493, 1301]
section-heading: 14–வது வார்டு bbox=[917, 2041, 1003, 2055]
role-entry bbox=[59, 1583, 399, 1615]
unit-section bbox=[59, 1395, 399, 1536]
booth-person: வடக்கு கீரனூர் ஊராட்சி bbox=[506, 1683, 621, 1695]
role-label: அமைப்பாளர்: bbox=[425, 1822, 496, 1834]
section-heading: தேவசமுத்திரம் கிளை bbox=[168, 662, 290, 677]
unit-section bbox=[59, 1560, 399, 1684]
role-entry bbox=[425, 156, 764, 188]
role-label: அமைப்பாளர் : bbox=[1156, 1122, 1237, 1135]
role-entry bbox=[59, 423, 399, 487]
role-label: துணை அமைப்பாளர்கள் : bbox=[790, 714, 924, 726]
role-label: துணை அமைப்பாளர்கள் : bbox=[1156, 1904, 1296, 1916]
booth-row bbox=[425, 1703, 764, 1735]
role-names: ஜெ.ஹரிஹரன், 233, ஆனந்தபுரம் புறவுச்சேரலை, மானாமதுரை, சிவகங்கை. bbox=[790, 825, 1130, 853]
role-entry bbox=[59, 1083, 399, 1147]
